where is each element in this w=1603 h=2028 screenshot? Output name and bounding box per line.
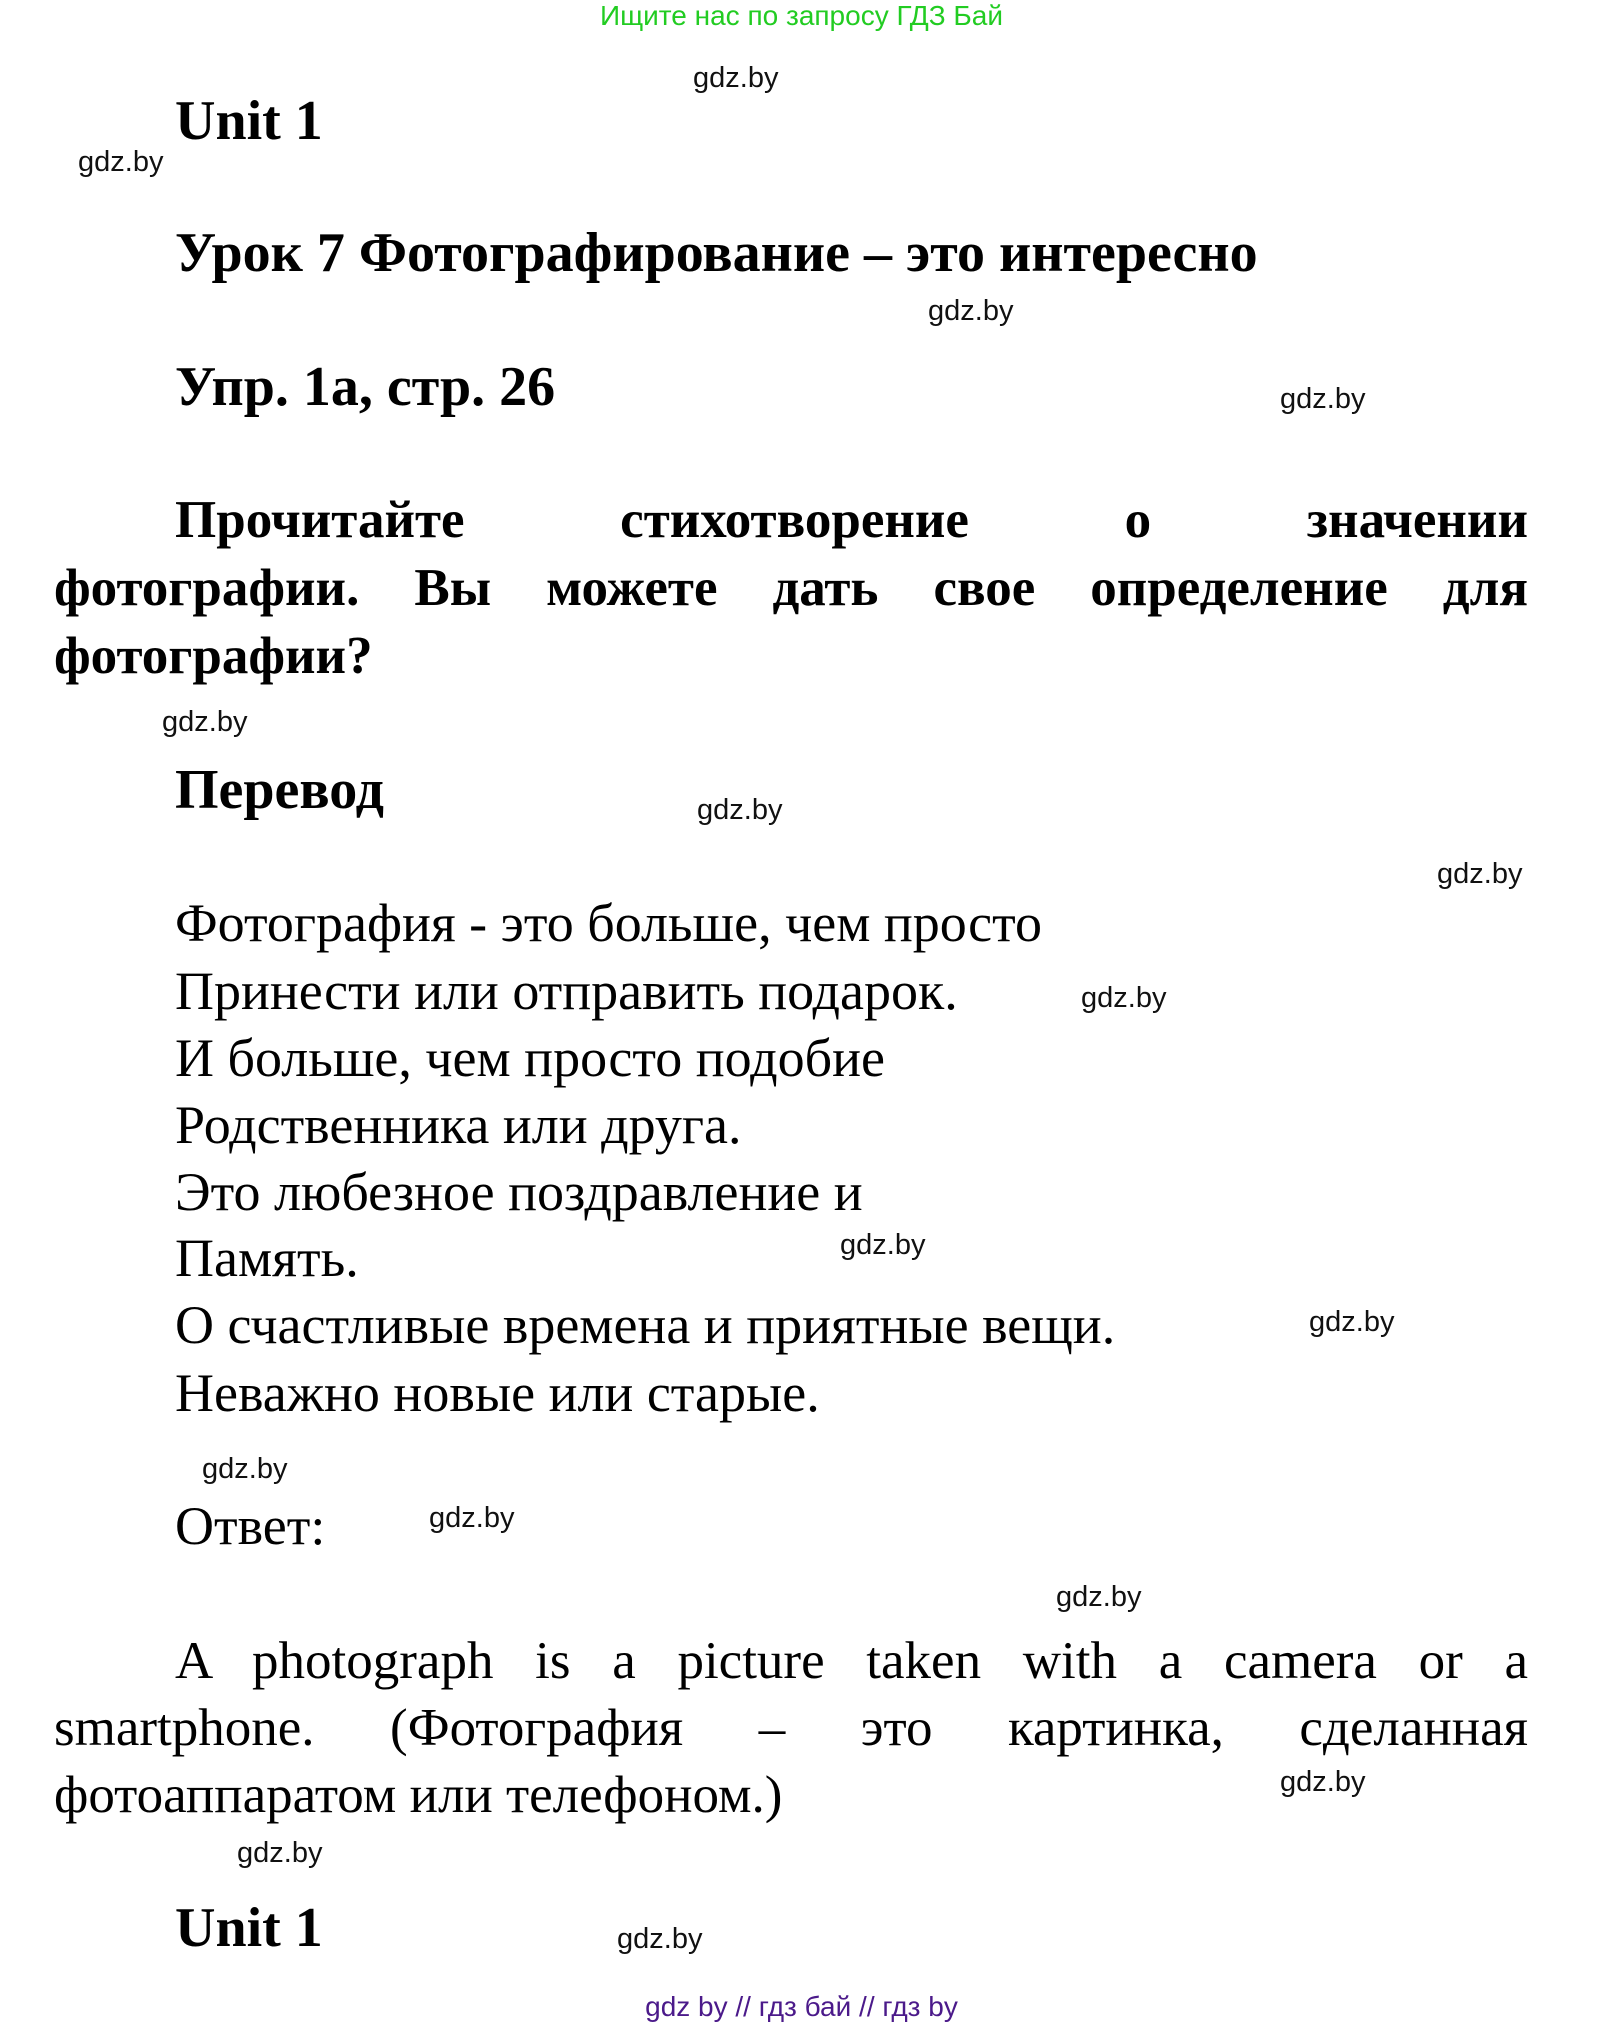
watermark: gdz.by — [1437, 858, 1523, 890]
watermark: gdz.by — [202, 1453, 288, 1485]
poem-line: О счастливые времена и приятные вещи. — [175, 1295, 1116, 1355]
poem-line: Фотография - это больше, чем просто — [175, 893, 1043, 953]
watermark: gdz.by — [928, 295, 1014, 327]
answer-text-line: smartphone. (Фотография – это картинка, сделанная — [54, 1699, 1528, 1757]
task-text-line: Прочитайте стихотворение о значении — [175, 491, 1528, 549]
poem-line: И больше, чем просто подобие — [175, 1028, 885, 1088]
footer-links[interactable]: gdz by // гдз бай // гдз by — [645, 1991, 958, 2022]
watermark: gdz.by — [693, 62, 779, 94]
unit-title: Unit 1 — [175, 90, 323, 152]
watermark: gdz.by — [1081, 982, 1167, 1014]
watermark: gdz.by — [1280, 1766, 1366, 1798]
watermark: gdz.by — [162, 706, 248, 738]
answer-heading: Ответ: — [175, 1496, 326, 1556]
poem-line: Принести или отправить подарок. — [175, 961, 958, 1021]
watermark: gdz.by — [429, 1502, 515, 1534]
watermark: gdz.by — [1309, 1306, 1395, 1338]
search-hint-banner: Ищите нас по запросу ГДЗ Бай — [599, 0, 1004, 31]
answer-text-line: A photograph is a picture taken with a camera or a — [175, 1632, 1528, 1690]
task-text-line: фотографии. Вы можете дать свое определение для — [54, 559, 1528, 617]
poem-line: Это любезное поздравление и — [175, 1162, 863, 1222]
poem-line: Неважно новые или старые. — [175, 1363, 820, 1423]
poem-line: Родственника или друга. — [175, 1095, 742, 1155]
watermark: gdz.by — [237, 1837, 323, 1869]
watermark: gdz.by — [840, 1229, 926, 1261]
exercise-title: Упр. 1а, стр. 26 — [175, 356, 556, 418]
answer-text-line: фотоаппаратом или телефоном.) — [54, 1766, 783, 1824]
lesson-title: Урок 7 Фотографирование – это интересно — [175, 222, 1258, 284]
watermark: gdz.by — [1056, 1581, 1142, 1613]
watermark: gdz.by — [1280, 383, 1366, 415]
watermark: gdz.by — [617, 1923, 703, 1955]
watermark: gdz.by — [697, 794, 783, 826]
poem-line: Память. — [175, 1228, 359, 1288]
unit-title-footer: Unit 1 — [175, 1897, 323, 1959]
watermark: gdz.by — [78, 146, 164, 178]
task-text-line: фотографии? — [54, 627, 373, 685]
translation-heading: Перевод — [175, 759, 384, 821]
